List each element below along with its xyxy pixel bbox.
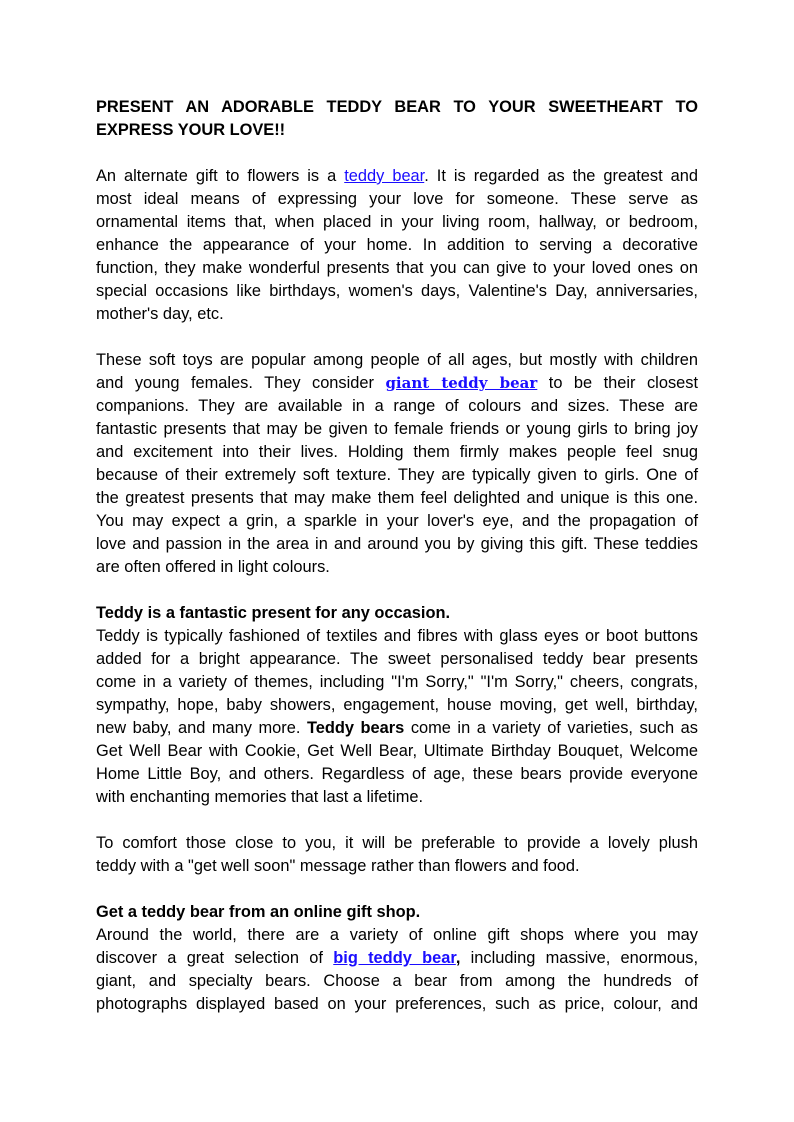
text-line [96, 487, 698, 510]
text: photographs displayed based on your preferences, such as price, colour, and [96, 995, 698, 1013]
text: and excitement into their lives. Holding them firmly makes people feel snug [96, 443, 698, 461]
text-line [96, 625, 698, 648]
text: ornamental items that, when placed in your living room, hallway, or bedroom, [96, 213, 698, 231]
text-line [96, 671, 698, 694]
text-line [96, 694, 698, 717]
section [96, 901, 698, 1016]
section [96, 602, 698, 809]
paragraph [96, 832, 698, 878]
text-line [96, 165, 698, 188]
bold-text: EXPRESS YOUR LOVE!! [96, 121, 286, 139]
document-title [96, 96, 698, 142]
text: You may expect a grin, a sparkle in your lover's eye, and the propagation of [96, 512, 698, 530]
text-line [96, 832, 698, 855]
paragraph [96, 165, 698, 326]
text-line [96, 740, 698, 763]
text: added for a bright appearance. The sweet personalised teddy bear presents [96, 650, 698, 668]
text: mother's day, etc. [96, 305, 224, 323]
text-line [96, 234, 698, 257]
text: to be their closest [537, 374, 698, 392]
text: An alternate gift to flowers is a [96, 167, 345, 185]
text: and young females. They consider [96, 374, 386, 392]
text: sympathy, hope, baby showers, engagement, house moving, get well, birthday, [96, 696, 698, 714]
text-line [96, 763, 698, 786]
paragraph [96, 349, 698, 579]
paragraph-spacer [96, 579, 698, 602]
text: giant, and specialty bears. Choose a bear from among the hundreds of [96, 972, 698, 990]
text: special occasions like birthdays, women's days, Valentine's Day, anniversaries, [96, 282, 698, 300]
text: including massive, enormous, [460, 949, 699, 967]
text-line [96, 372, 698, 395]
text: come in a variety of varieties, such as [404, 719, 698, 737]
text-line [96, 924, 698, 947]
bold-text: Get a teddy bear from an online gift shop. [96, 903, 421, 921]
section-heading [96, 602, 698, 625]
paragraph-spacer [96, 326, 698, 349]
paragraph-spacer [96, 878, 698, 901]
text: the greatest presents that may make them feel delighted and unique is this one. [96, 489, 698, 507]
text-line [96, 533, 698, 556]
text: function, they make wonderful presents that you can give to your loved ones on [96, 259, 698, 277]
text-line [96, 96, 698, 119]
text-line [96, 556, 698, 579]
bold-text: PRESENT AN ADORABLE TEDDY BEAR TO YOUR SWEETHEART TO [96, 98, 698, 116]
text: These soft toys are popular among people of all ages, but mostly with children [96, 351, 698, 369]
text: Around the world, there are a variety of online gift shops where you may [96, 926, 698, 944]
text: teddy with a "get well soon" message rather than flowers and food. [96, 857, 580, 875]
text-line [96, 648, 698, 671]
hyperlink-giant-teddy-bear[interactable]: giant teddy bear [385, 374, 538, 392]
bold-text: Teddy is a fantastic present for any occasion. [96, 604, 451, 622]
text-line [96, 257, 698, 280]
text: To comfort those close to you, it will be preferable to provide a lovely plush [96, 834, 698, 852]
text: discover a great selection of [96, 949, 334, 967]
paragraph-spacer [96, 809, 698, 832]
text-line [96, 280, 698, 303]
text: enhance the appearance of your home. In addition to serving a decorative [96, 236, 698, 254]
text-line [96, 349, 698, 372]
text-line [96, 717, 698, 740]
text: because of their extremely soft texture. They are typically given to girls. One of [96, 466, 698, 484]
text-line [96, 970, 698, 993]
text-line [96, 119, 698, 142]
text-line [96, 855, 698, 878]
text-line [96, 395, 698, 418]
text: . It is regarded as the greatest and [424, 167, 698, 185]
hyperlink-teddy-bear[interactable]: teddy bear [344, 167, 425, 185]
text-line [96, 947, 698, 970]
text: companions. They are available in a range of colours and sizes. These are [96, 397, 698, 415]
hyperlink-big-teddy-bear[interactable]: big teddy bear [333, 949, 456, 967]
text-line [96, 418, 698, 441]
bold-text: Teddy bears [306, 719, 405, 737]
text-line [96, 303, 698, 326]
text-line [96, 211, 698, 234]
text: are often offered in light colours. [96, 558, 330, 576]
text: new baby, and many more. [96, 719, 307, 737]
section-heading [96, 901, 698, 924]
text: most ideal means of expressing your love for someone. These serve as [96, 190, 698, 208]
text: love and passion in the area in and around you by giving this gift. These teddies [96, 535, 698, 553]
text-line [96, 464, 698, 487]
text: Get Well Bear with Cookie, Get Well Bear, Ultimate Birthday Bouquet, Welcome [96, 742, 698, 760]
bold-text: , [455, 949, 461, 967]
text-line [96, 441, 698, 464]
text-line [96, 993, 698, 1016]
text: Teddy is typically fashioned of textiles and fibres with glass eyes or boot buttons [96, 627, 698, 645]
text: with enchanting memories that last a lifetime. [96, 788, 424, 806]
text-line [96, 786, 698, 809]
text-line [96, 188, 698, 211]
text: come in a variety of themes, including "I'm Sorry," "I'm Sorry," cheers, congrats, [96, 673, 698, 691]
text: fantastic presents that may be given to female friends or young girls to bring joy [96, 420, 698, 438]
document-body [96, 96, 698, 1016]
paragraph-spacer [96, 142, 698, 165]
text-line [96, 510, 698, 533]
text: Home Little Boy, and others. Regardless of age, these bears provide everyone [96, 765, 698, 783]
